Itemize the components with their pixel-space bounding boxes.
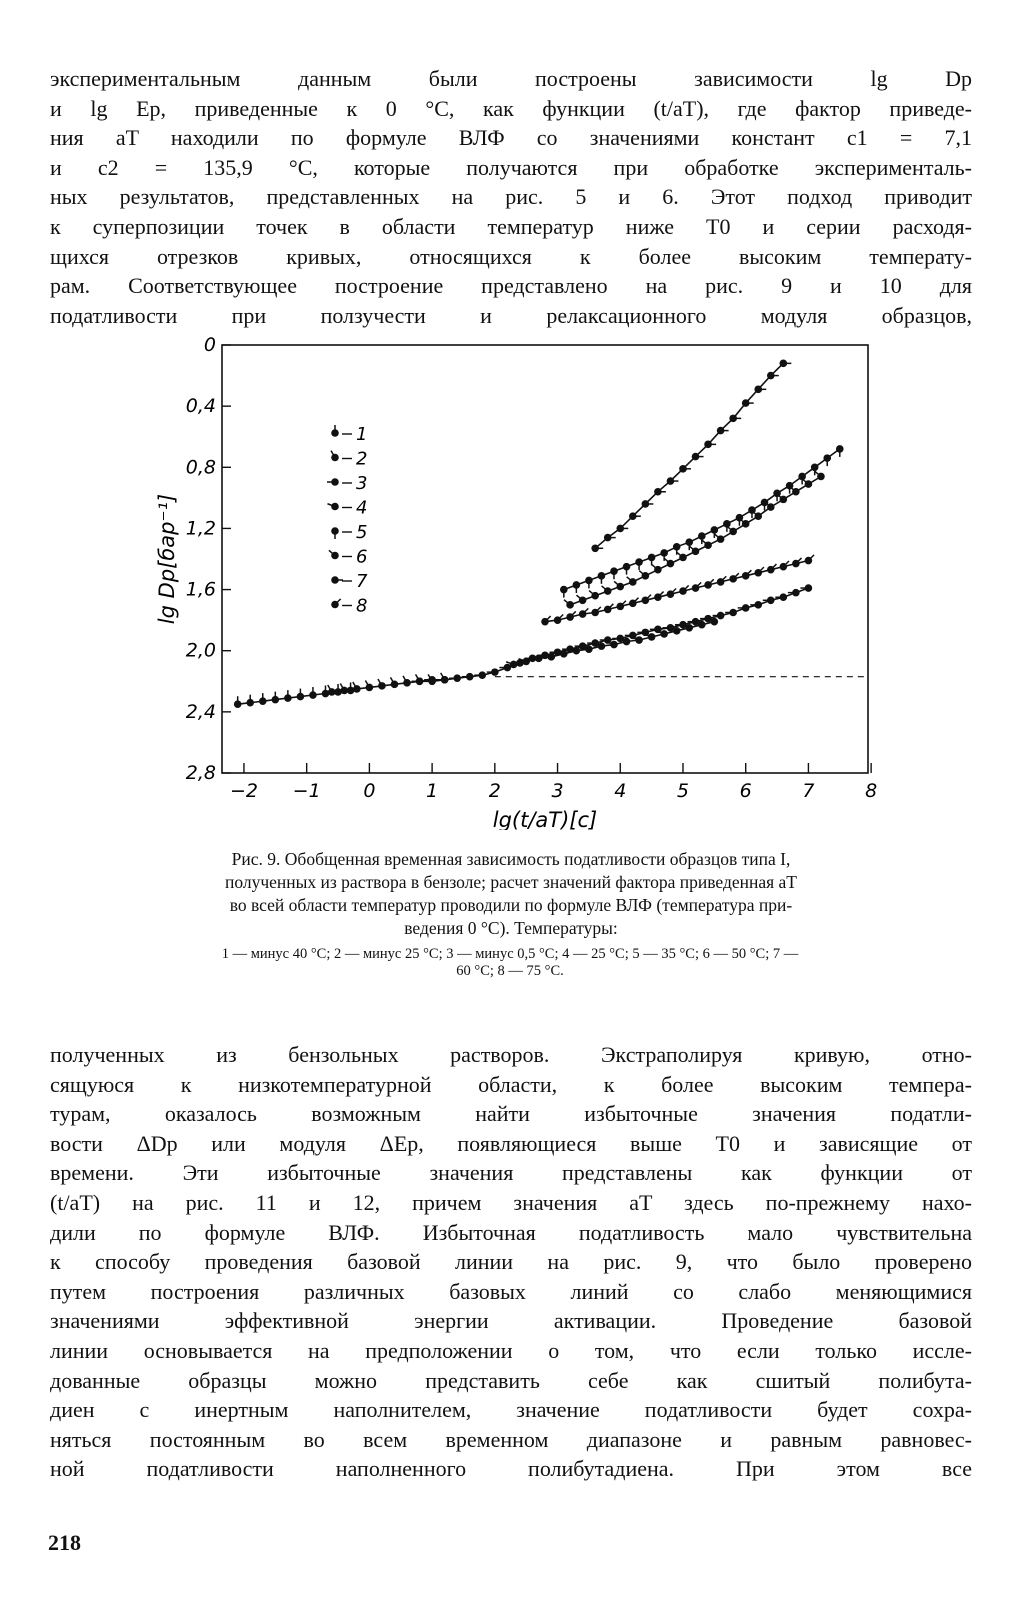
- text-line: дованные образцы можно представить себе как сшитый полибута-: [50, 1367, 972, 1393]
- series-4-point: [535, 655, 543, 663]
- page-number: 218: [48, 1530, 81, 1555]
- legend-label-7: 7: [356, 571, 368, 592]
- legend-label-5: 5: [356, 522, 368, 543]
- plot-frame: [222, 345, 868, 773]
- x-tick-label: 6: [739, 780, 752, 802]
- x-tick-label: 3: [551, 780, 564, 802]
- series-2-point: [403, 679, 411, 687]
- text-line: и c2 = 135,9 °C, которые получаются при обработке эксперименталь-: [50, 154, 972, 180]
- y-tick-label: 0: [203, 335, 216, 356]
- series-4-point: [711, 618, 719, 626]
- legend-label-8: 8: [356, 595, 368, 617]
- figure-9-chart: [150, 335, 890, 830]
- y-tick-label: 1,6: [185, 578, 216, 601]
- text-line: няться постоянным во всем временном диапазоне и равным равновес-: [50, 1426, 972, 1452]
- y-tick-label: 0,4: [185, 395, 216, 418]
- series-4-point: [560, 650, 568, 658]
- caption-line-1: Рис. 9. Обобщенная временная зависимость податливости образцов типа I,: [231, 849, 791, 869]
- legend-label-1: 1: [356, 424, 368, 445]
- body-text-bottom: [50, 1040, 972, 1484]
- x-tick-label: 1: [426, 780, 439, 802]
- series-2-line: [332, 680, 445, 692]
- text-line: времени. Эти избыточные значения представлены как функции от: [50, 1160, 972, 1186]
- y-axis-label: lg Dp[бар⁻¹]: [155, 493, 179, 625]
- series-4-point: [547, 653, 555, 661]
- series-5-line: [564, 449, 840, 590]
- legend-label-2: 2: [356, 448, 368, 470]
- series-4-point: [635, 636, 643, 644]
- text-line: податливости при ползучести и релаксационного модуля образцов,: [50, 302, 972, 328]
- y-tick-label: 2,4: [185, 700, 216, 723]
- series-4-point: [610, 641, 618, 649]
- legend-label-6: 6: [356, 546, 368, 568]
- series-3-line: [420, 588, 809, 681]
- text-line: к суперпозиции точек в области температур ниже T0 и серии расходя-: [50, 213, 972, 239]
- text-line: турам, оказалось возможным найти избыточные значения податли-: [50, 1101, 972, 1127]
- series-4-point: [598, 642, 606, 650]
- text-line: экспериментальным данным были построены зависимости lg Dp: [50, 66, 972, 91]
- x-tick-label: 5: [676, 780, 690, 802]
- series-2-point: [353, 685, 361, 693]
- text-line: путем построения различных базовых линий со слабо меняющимися: [50, 1278, 972, 1304]
- series-4-point: [648, 633, 656, 641]
- body-text-top: [50, 64, 972, 330]
- caption-line-4: ведения 0 °C). Температуры:: [404, 918, 618, 938]
- x-tick-label: 8: [865, 780, 878, 802]
- text-line: линии основывается на предположении о том, что если только иссле-: [50, 1337, 972, 1363]
- series-4-point: [585, 645, 593, 653]
- text-line: ния aT находили по формуле ВЛФ со значениями констант c1 = 7,1: [50, 125, 972, 151]
- x-tick-label: 2: [488, 780, 501, 802]
- caption-line-3: во всей области температур проводили по формуле ВЛФ (температура при-: [229, 895, 793, 915]
- series-2-point: [391, 681, 399, 689]
- y-tick-label: 2,8: [185, 762, 216, 784]
- series-4-point: [510, 661, 518, 669]
- x-tick-label: −1: [292, 780, 321, 802]
- text-line: вости ΔDp или модуля ΔEp, появляющиеся выше T0 и зависящие от: [50, 1130, 972, 1156]
- series-2-point: [366, 684, 374, 692]
- series-4-point: [660, 630, 668, 638]
- text-line: дили по формуле ВЛФ. Избыточная податливость мало чувствительна: [50, 1219, 972, 1245]
- caption-line-2: полученных из раствора в бензоле; расчет значений фактора приведенная aT: [224, 872, 797, 892]
- text-line: сящуюся к низкотемпературной области, к более высоким темпера-: [50, 1071, 972, 1097]
- text-line: щихся отрезков кривых, относящихся к более высоким температу-: [50, 243, 972, 269]
- y-tick-label: 0,8: [185, 456, 216, 479]
- series-4-point: [623, 638, 631, 646]
- text-line: диен с инертным наполнителем, значение податливости будет сохра-: [50, 1397, 972, 1423]
- caption-legend-1: 1 — минус 40 °C; 2 — минус 25 °C; 3 — минус 0,5 °C; 4 — 25 °C; 5 — 35 °C; 6 — 50 °C; 7 —: [221, 946, 799, 962]
- y-tick-label: 1,2: [185, 517, 216, 540]
- text-line: полученных из бензольных растворов. Экстраполируя кривую, отно-: [50, 1042, 972, 1067]
- x-axis-label: lg(t/aT)[c]: [492, 808, 598, 830]
- y-tick-label: 2,0: [185, 639, 216, 662]
- x-tick-label: 4: [614, 780, 627, 802]
- x-tick-label: 0: [363, 780, 376, 802]
- series-4-point: [522, 658, 530, 666]
- text-line: ных результатов, представленных на рис. 5 и 6. Этот подход приводит: [50, 184, 972, 210]
- text-line: и lg Ep, приведенные к 0 °C, как функции (t/aT), где фактор приведе-: [50, 95, 972, 121]
- x-tick-label: 7: [802, 780, 815, 802]
- series-4-point: [673, 627, 681, 635]
- text-line: ной податливости наполненного полибутадиена. При этом все: [50, 1456, 972, 1482]
- series-4-point: [573, 647, 581, 655]
- x-tick-label: −2: [229, 780, 258, 802]
- text-line: к способу проведения базовой линии на рис. 9, что было проверено: [50, 1249, 972, 1275]
- series-2-point: [378, 682, 386, 690]
- text-line: рам. Соответствующее построение представлено на рис. 9 и 10 для: [50, 273, 972, 299]
- legend-label-4: 4: [356, 497, 368, 519]
- text-line: (t/aT) на рис. 11 и 12, причем значения aT здесь по-прежнему нахо-: [50, 1189, 972, 1215]
- text-line: значениями эффективной энергии активации. Проведение базовой: [50, 1308, 972, 1334]
- caption-legend-2: 60 °C; 8 — 75 °C.: [456, 963, 564, 979]
- legend-label-3: 3: [356, 473, 368, 494]
